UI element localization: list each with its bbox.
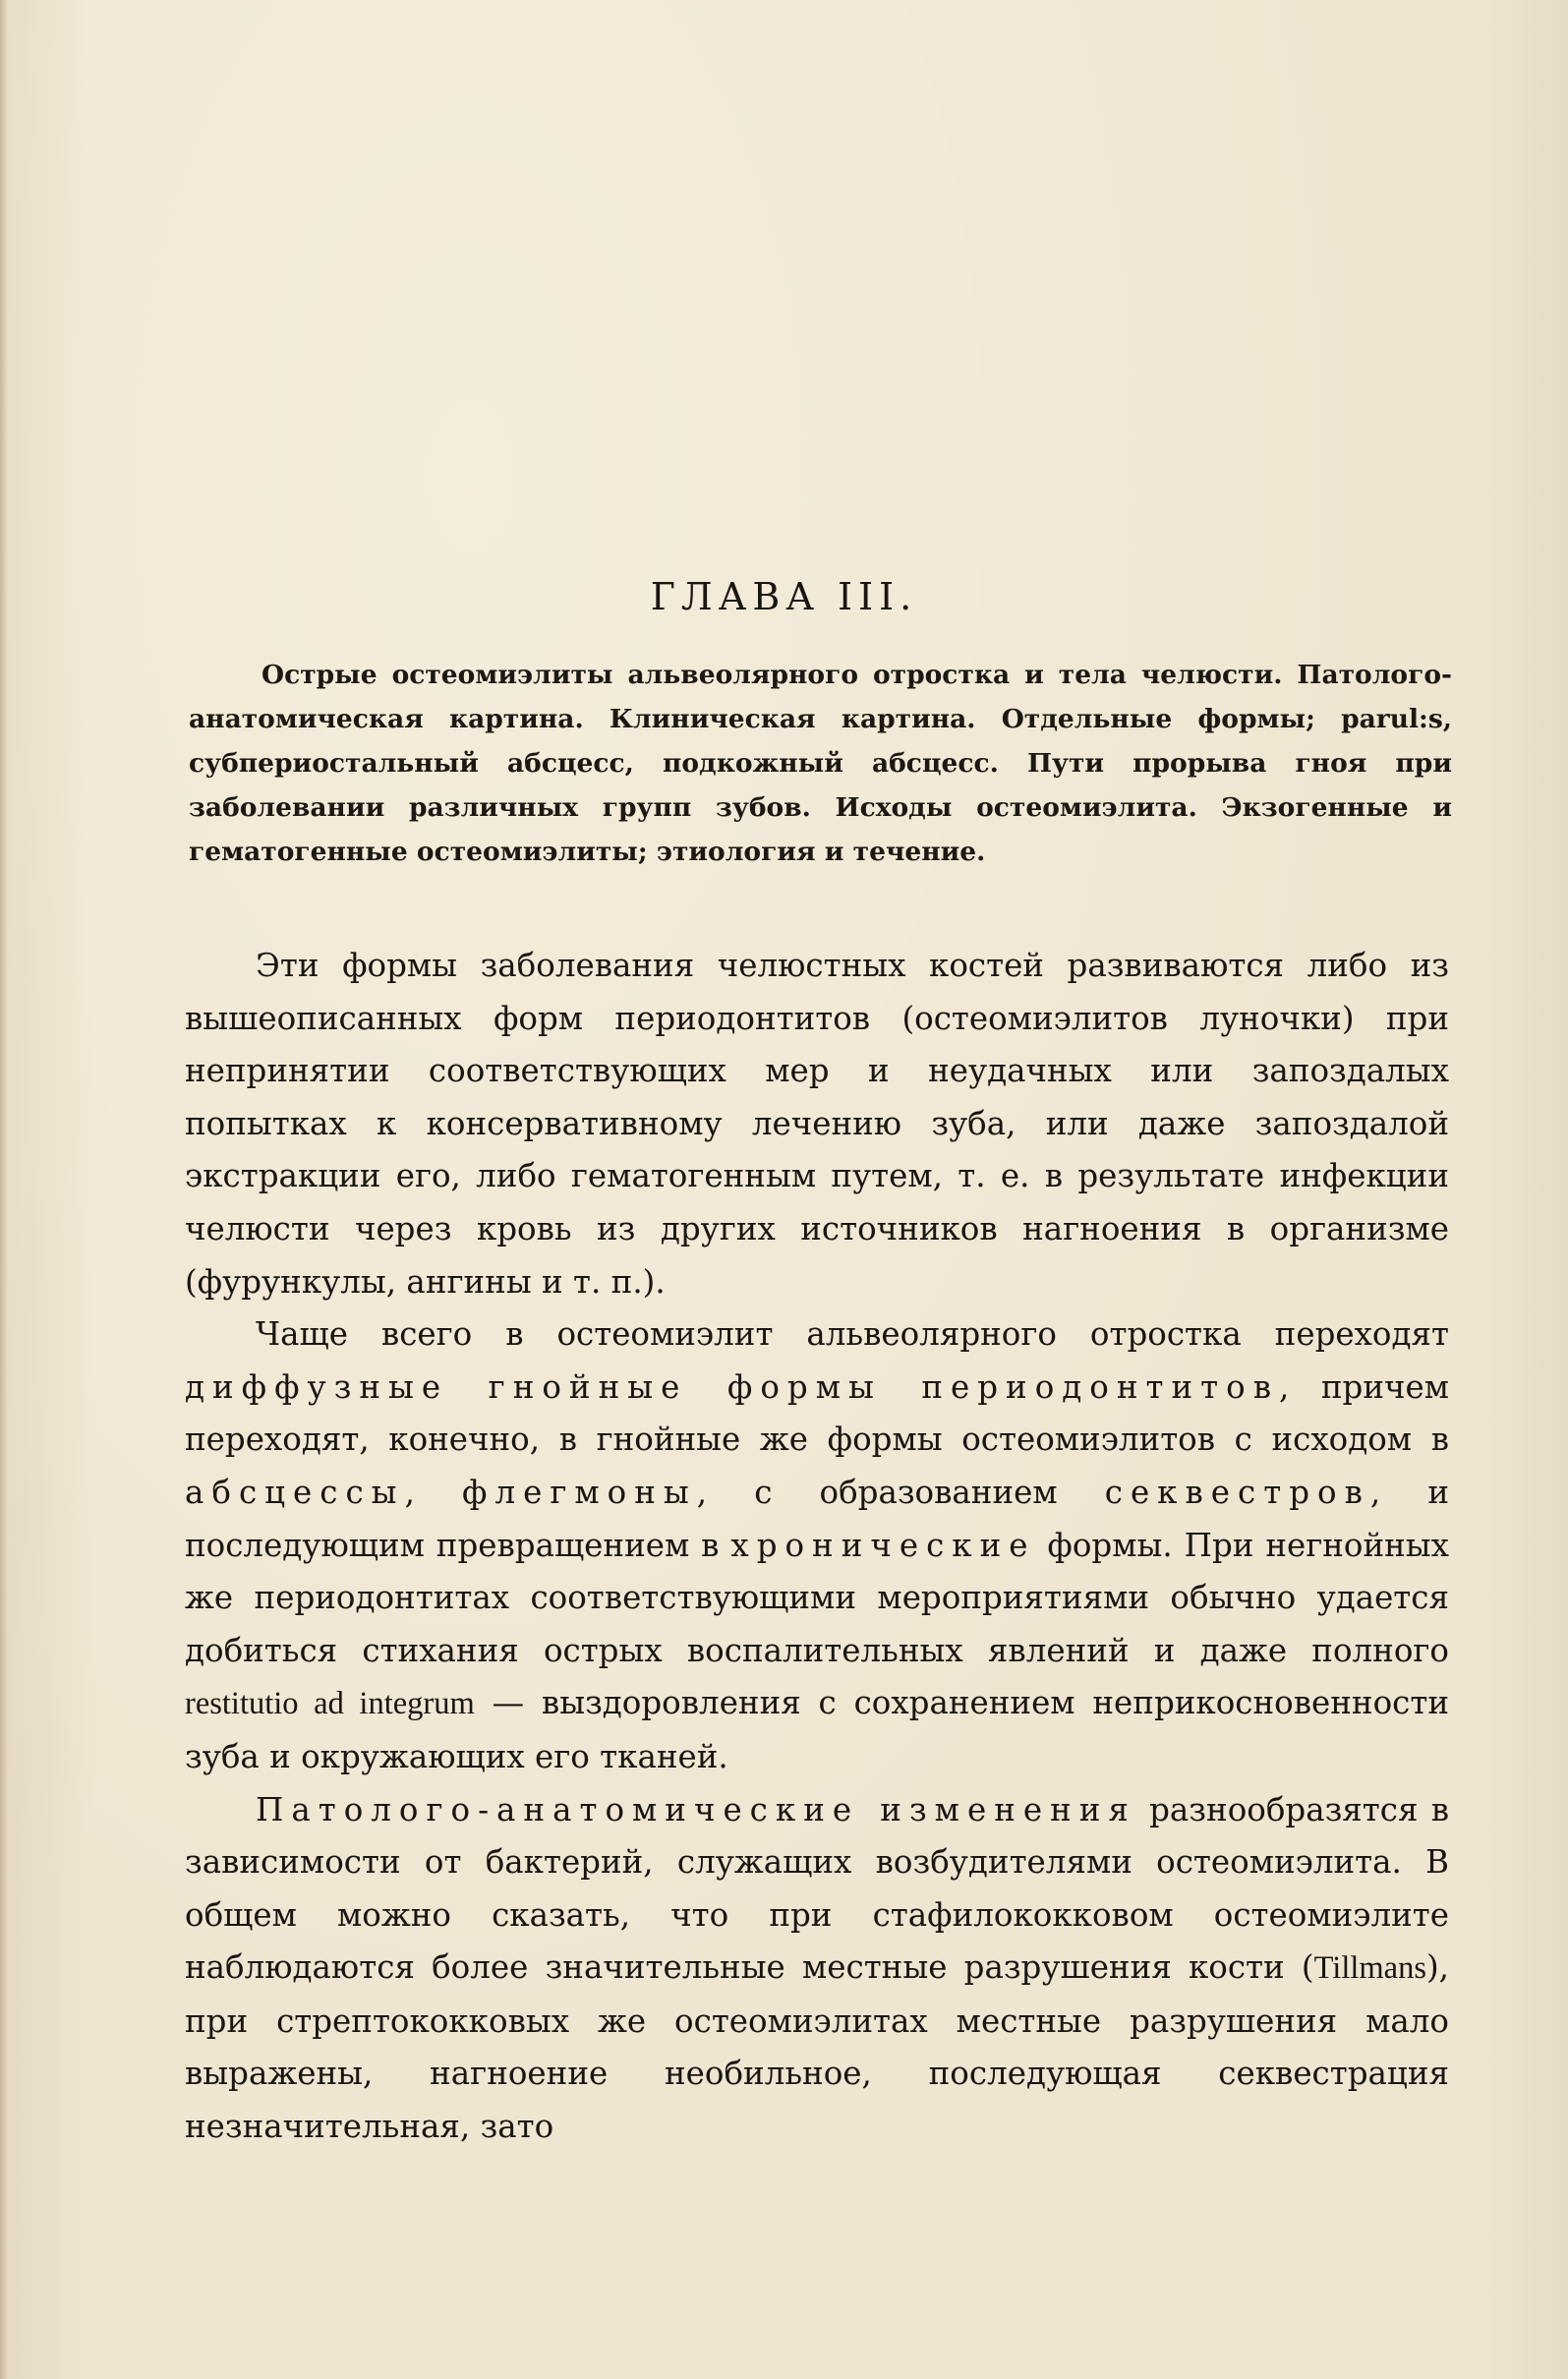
- spaced-term: хронические: [730, 1526, 1036, 1564]
- spaced-term: Патолого-анатомические изменения: [256, 1790, 1136, 1828]
- text-run: ,: [404, 1473, 463, 1511]
- spaced-term: диффузные гнойные формы периодонтитов: [185, 1367, 1280, 1406]
- paragraph-1: Эти формы заболевания челюстных костей развиваются либо из вышеописанных форм периодонтитов (остеомиэлитов луночки) при непринятии соответствующих мер и неудачных или запоздалых попытках к консервативному лечению зуба, или даже запоздалой экстракции его, либо гематогенным путем, т. е. в результате инфекции челюсти через кровь из других источников нагноения в организме (фурункулы, ангины и т. п.).: [185, 947, 1449, 1301]
- text-run: разнообразятся в зависимости от бактерий, служащих возбудителями остеомиэлита. В общем можно сказать, что при стафилококковом остеомиэлите наблюдаются более значительные местные разрушения кости (: [185, 1790, 1449, 1987]
- chapter-heading: ГЛАВА III.: [650, 575, 918, 618]
- text-run: , с образованием: [696, 1473, 1105, 1511]
- spaced-term: абсцессы: [185, 1473, 405, 1511]
- text-run: ), при стрептококковых же остеомиэлитах местные разрушения мало выражены, нагноение необильное, последующая секвестрация незначительная, зато: [185, 1948, 1449, 2146]
- paragraph-2: [185, 1308, 1449, 1783]
- latin-term: restitutio ad integrum: [185, 1686, 475, 1722]
- text-run: Чаще всего в остеомиэлит альвеолярного отростка переходят: [256, 1315, 1449, 1354]
- text-run: формы. При негнойных же периодонтитах соответствующими мероприятиями обычно удается добиться стихания острых воспалительных явлений и даже полного: [185, 1526, 1449, 1669]
- chapter-body: [185, 940, 1449, 2154]
- latin-term: Tillmans: [1313, 1950, 1426, 1987]
- chapter-summary: Острые остеомиэлиты альвеолярного отростка и тела челюсти. Патолого-анатомическая картина. Клиническая картина. Отдельные формы; parul:s, субпериостальный абсцесс, подкожный абсцесс. Пути прорыва гноя при заболевании различных групп зубов. Исходы остеомиэлита. Экзогенные и гематогенные остеомиэлиты; этиология и течение.: [189, 660, 1452, 867]
- text-run: — выздоровления с сохранением неприкосновенности зуба и окружающих его тканей.: [185, 1684, 1449, 1775]
- spaced-term: секвестров: [1104, 1473, 1370, 1511]
- text-run: , и последующим превращением в: [185, 1473, 1449, 1564]
- spaced-term: флегмоны: [462, 1473, 697, 1511]
- text-run: , причем переходят, конечно, в гнойные же формы остеомиэлитов с исходом в: [185, 1367, 1449, 1459]
- page-edge-shadow: [0, 0, 8, 2379]
- paragraph-3: [185, 1784, 1449, 2154]
